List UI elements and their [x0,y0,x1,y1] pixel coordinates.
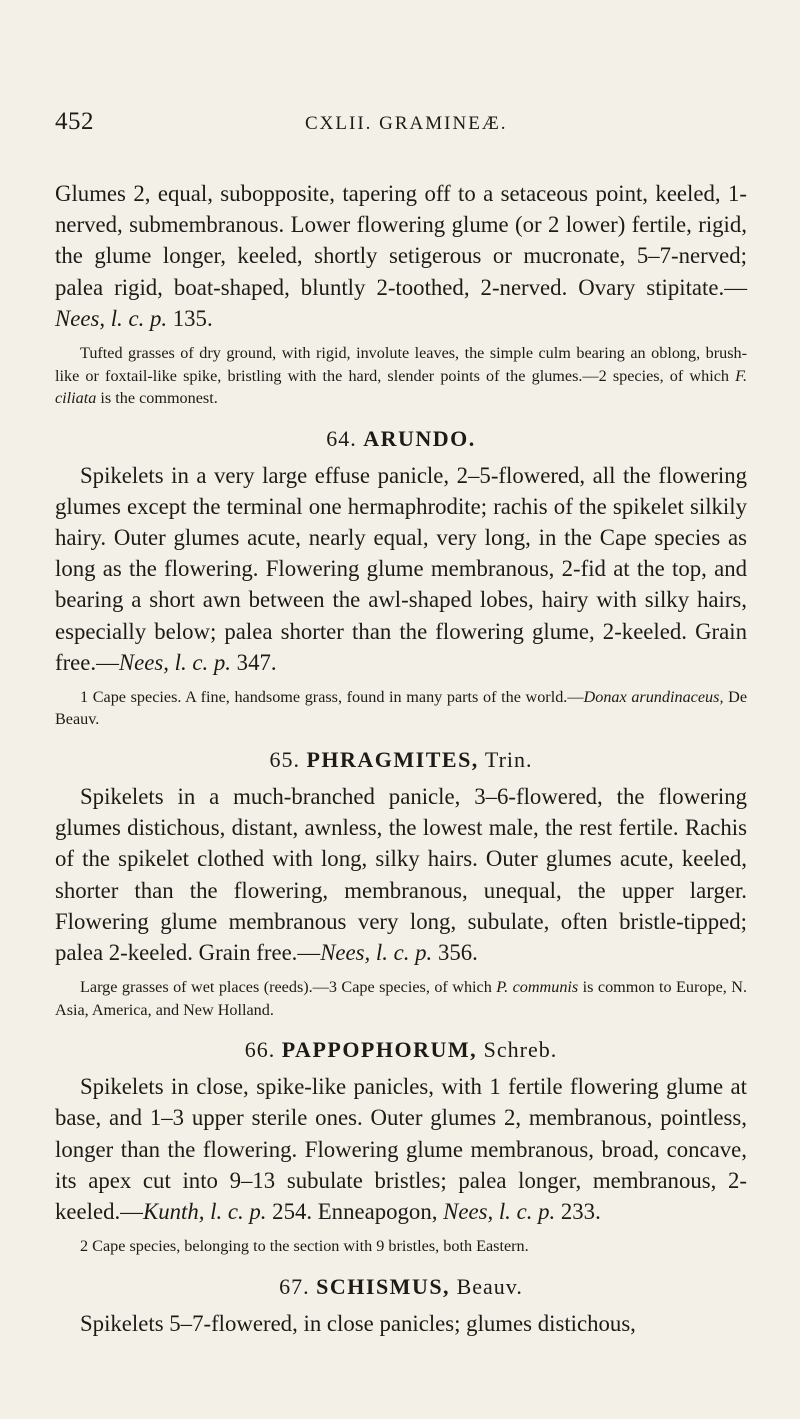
text-run: De Beauv. [55,687,748,729]
genus-name: SCHISMUS, [316,1273,451,1299]
genus-author: Beauv. [456,1273,523,1299]
text-run: Spikelets 5–7-flowered, in close panicles; glumes distichous, [80,1310,636,1336]
text-run: is common to Europe, N. Asia, America, and New Holland. [55,978,747,1019]
genus-description [55,460,747,678]
genus-name: ARUNDO. [363,425,476,451]
italic-citation: Nees, l. c. p. [118,649,231,675]
text-run: 135. [167,305,213,331]
genus-heading [55,1274,747,1300]
text-run: Spikelets in a very large effuse panicle, 2–5-flowered, all the flowering glumes except the terminal one hermaphrodite; rachis of the spikelet silkily hairy. Outer glumes acute, nearly equal, very long, in the Cape species as long as the flowering. Flowering glume membranous, 2-fid at the top, and bearing a short awn between the awl-shaped lobes, hairy with silky hairs, especially below; palea shorter than the flowering glume, 2-keeled. Grain free.— [55,462,747,675]
genus-number: 66. [244,1037,276,1063]
italic-citation: F. ciliata [55,366,747,408]
text-run: 254. Enneapogon, [266,1198,444,1224]
genus-name: PAPPOPHORUM, [281,1037,478,1063]
genus-author: Trin. [484,746,533,772]
genus-number: 64. [326,425,357,451]
italic-citation: P. communis [496,978,579,997]
genus-description [55,781,747,968]
genus-number: 67. [279,1273,310,1299]
genus-heading [55,1037,747,1063]
italic-citation: Nees, l. c. p. [443,1198,556,1224]
genus-number: 65. [269,746,300,772]
text-run: Spikelets in a much-branched panicle, 3–6-flowered, the flowering glumes distichous, distant, awnless, the lowest male, the rest fertile. Rachis of the spikelet clothed with long, silky hairs. Outer glumes acute, keeled, shorter than the flowering, membranous, unequal, the upper larger. Flowering glume membranous very long, subulate, often bristle-tipped; palea 2-keeled. Grain free.— [55,783,747,965]
genus-description [55,178,747,334]
text-run: 356. [432,939,478,965]
page-header [55,108,745,148]
species-note [55,342,747,410]
text-run: Glumes 2, equal, subopposite, tapering off to a setaceous point, keeled, 1-nerved, submembranous. Lower flowering glume (or 2 lower) fertile, rigid, the glume longer, keeled, shortly setigerous or mucronate, 5–7-nerved; palea rigid, boat-shaped, bluntly 2-toothed, 2-nerved. Ovary stipitate.— [55,181,747,300]
genus-description [55,1308,747,1339]
genus-heading [55,747,747,773]
genus-heading [55,426,747,452]
running-title: CXLII. GRAMINEÆ. [305,113,508,134]
text-run: is the commonest. [96,389,218,408]
genus-description [55,1071,747,1227]
text-run: 1 Cape species. A fine, handsome grass, found in many parts of the world.— [80,687,584,706]
italic-citation: Nees, l. c. p. [320,939,433,965]
page-number: 452 [55,108,94,135]
species-note [55,686,747,731]
text-run: 2 Cape species, belonging to the section with 9 bristles, both Eastern. [80,1237,529,1256]
text-run: 347. [230,649,277,675]
genus-author: Schreb. [483,1037,558,1063]
text-run: Large grasses of wet places (reeds).—3 Cape species, of which [80,978,497,997]
text-run: Spikelets in close, spike-like panicles, with 1 fertile flowering glume at base, and 1–3 upper sterile ones. Outer glumes 2, membranous, pointless, longer than the flowering. Flowering glume membranous, broad, concave, its apex cut into 9–13 subulate bristles; palea longer, membranous, 2-keeled.— [55,1074,747,1224]
species-note [55,1235,747,1258]
species-note [55,976,747,1021]
text-run: Tufted grasses of dry ground, with rigid, involute leaves, the simple culm bearing an oblong, brush-like or foxtail-like spike, bristling with the hard, slender points of the glumes.—2 species, of which [55,344,747,385]
italic-citation: Donax arundinaceus, [583,687,724,706]
page-text [55,178,747,1339]
text-run: 233. [555,1198,601,1224]
italic-citation: Nees, l. c. p. [55,305,168,331]
genus-name: PHRAGMITES, [306,746,479,772]
italic-citation: Kunth, l. c. p. [142,1198,267,1224]
